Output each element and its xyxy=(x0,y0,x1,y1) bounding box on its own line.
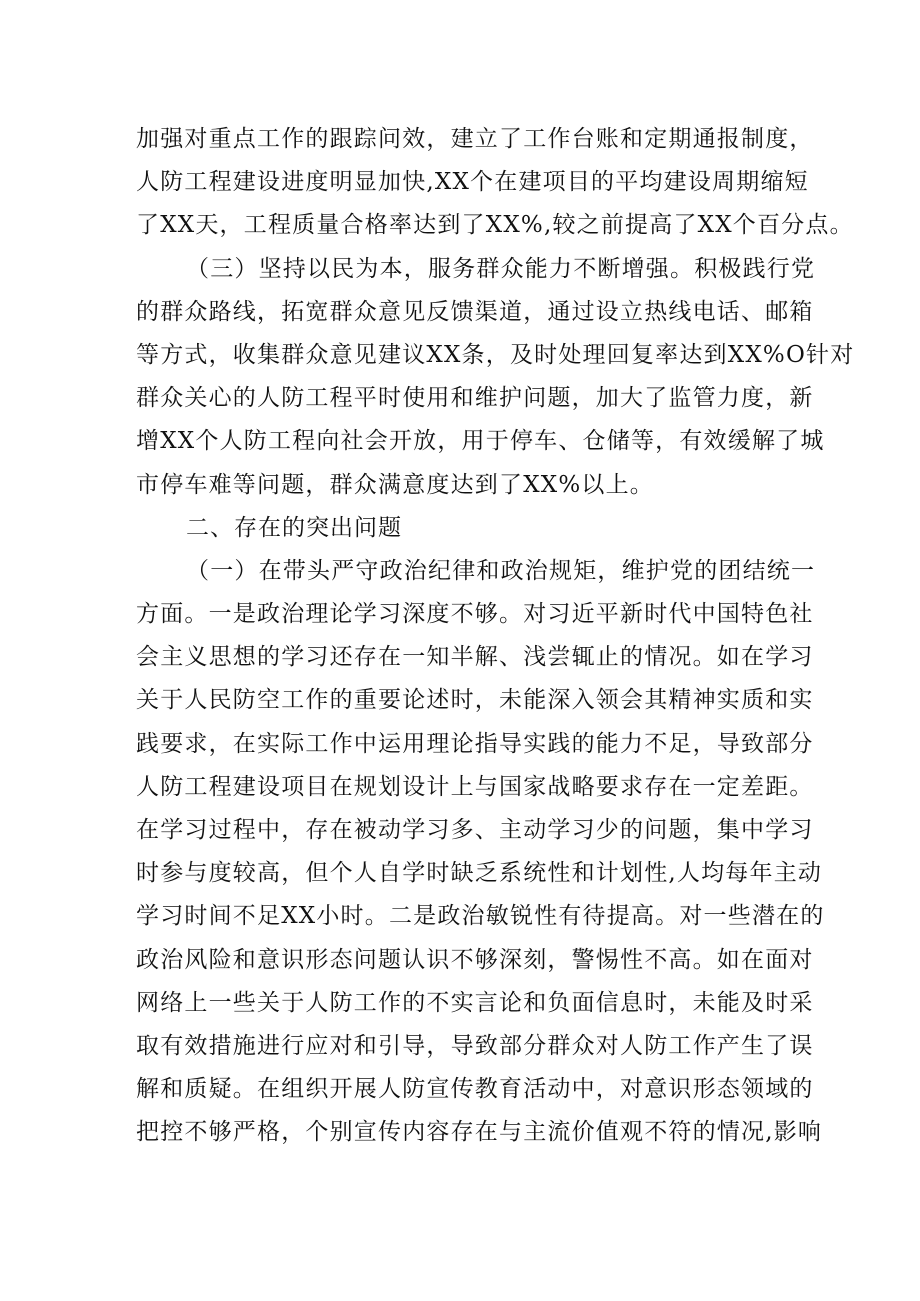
section-heading: 二、存在的突出问题 xyxy=(186,514,402,541)
text-line: 践要求，在实际工作中运用理论指导实践的能力不足，导致部分 xyxy=(136,730,814,757)
text-line: 等方式，收集群众意见建议XX条，及时处理回复率达到XX%O针对 xyxy=(136,341,855,368)
text-line: 政治风险和意识形态问题认识不够深刻，警惕性不高。如在面对 xyxy=(136,946,814,973)
text-line: 市停车难等问题，群众满意度达到了XX%以上。 xyxy=(136,471,655,498)
text-line: 增XX个人防工程向社会开放，用于停车、仓储等，有效缓解了城 xyxy=(136,428,825,455)
text-line: 群众关心的人防工程平时使用和维护问题，加大了监管力度，新 xyxy=(136,385,814,412)
text-line: 把控不够严格，个别宣传内容存在与主流价值观不符的情况,影响 xyxy=(136,1119,823,1146)
text-line: 时参与度较高，但个人自学时缺乏系统性和计划性,人均每年主动 xyxy=(136,860,823,887)
text-line: 会主义思想的学习还存在一知半解、浅尝辄止的情况。如在学习 xyxy=(136,644,814,671)
text-line: 在学习过程中，存在被动学习多、主动学习少的问题，集中学习 xyxy=(136,817,814,843)
paragraph-start-line: （一）在带头严守政治纪律和政治规矩，维护党的团结统一 xyxy=(186,557,816,584)
text-line: 了XX天，工程质量合格率达到了XX%,较之前提高了XX个百分点。 xyxy=(136,212,854,239)
text-line: 方面。一是政治理论学习深度不够。对习近平新时代中国特色社 xyxy=(136,601,814,628)
text-line: 人防工程建设进度明显加快,XX个在建项目的平均建设周期缩短 xyxy=(136,169,809,196)
text-line: 学习时间不足XX小时。二是政治敏锐性有待提高。对一些潜在的 xyxy=(136,903,825,930)
text-line: 取有效措施进行应对和引导，导致部分群众对人防工作产生了误 xyxy=(136,1032,814,1059)
text-line: 关于人民防空工作的重要论述时，未能深入领会其精神实质和实 xyxy=(136,687,814,714)
text-line: 解和质疑。在组织开展人防宣传教育活动中，对意识形态领域的 xyxy=(136,1076,814,1103)
text-line: 加强对重点工作的跟踪问效，建立了工作台账和定期通报制度， xyxy=(136,126,814,152)
text-line: 的群众路线，拓宽群众意见反馈渠道，通过设立热线电话、邮箱 xyxy=(136,298,814,325)
text-line: 网络上一些关于人防工作的不实言论和负面信息时，未能及时采 xyxy=(136,989,814,1016)
document-body xyxy=(136,118,855,1155)
text-line: 人防工程建设项目在规划设计上与国家战略要求存在一定差距。 xyxy=(136,773,814,800)
paragraph-start-line: （三）坚持以民为本，服务群众能力不断增强。积极践行党 xyxy=(186,255,816,282)
